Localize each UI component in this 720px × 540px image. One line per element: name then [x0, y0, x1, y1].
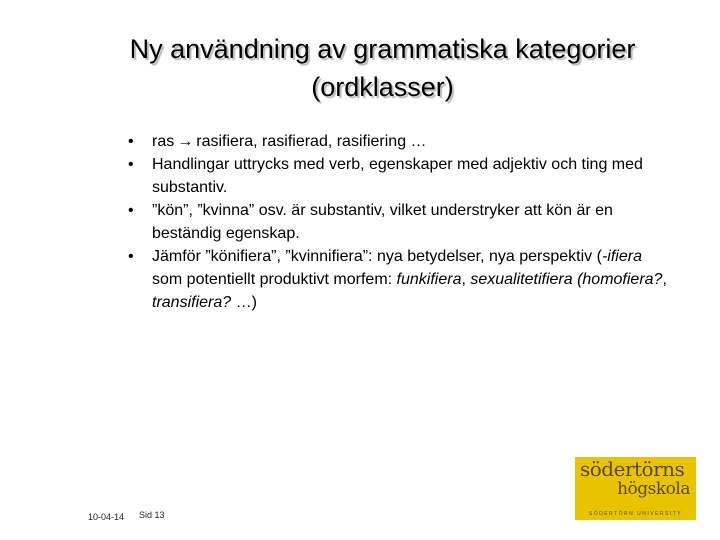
- logo-text-line2: högskola: [617, 479, 690, 499]
- footer-date: 10-04-14: [88, 512, 125, 522]
- slide-title: [60, 30, 705, 106]
- bullet-italic-part: -ifiera: [601, 248, 642, 265]
- bullet-text-a: ras: [152, 133, 175, 150]
- bullet-item: [128, 245, 668, 314]
- bullet-item: [128, 130, 668, 153]
- slide-title-line1: Ny användning av grammatiska kategorier: [129, 34, 636, 64]
- bullet-italic-part: transifiera?: [152, 294, 232, 311]
- bullet-text-part: …): [231, 294, 257, 311]
- footer-page-number: Sid 13: [139, 510, 165, 520]
- bullet-text-part: ,: [461, 271, 471, 288]
- bullet-text: ”kön”, ”kvinna” osv. är substantiv, vilket understryker att kön är en beständig egenskap.: [152, 202, 613, 242]
- bullet-item: [128, 153, 668, 199]
- bullet-icon: •: [128, 156, 134, 173]
- arrow-right-icon: →: [177, 133, 194, 150]
- bullet-item: [128, 199, 668, 245]
- bullet-icon: •: [128, 248, 134, 265]
- slide-title-line2: (ordklasser): [311, 72, 454, 102]
- bullet-icon: •: [128, 133, 134, 150]
- bullet-list: [128, 130, 668, 314]
- bullet-text-b: rasifiera, rasifierad, rasifiering …: [196, 133, 427, 150]
- bullet-italic-part: sexualitetifiera (homofiera?: [470, 271, 663, 288]
- logo-text-line1: södertörns: [580, 457, 685, 481]
- bullet-text-part: som potentiellt produktivt morfem:: [152, 271, 397, 288]
- logo-text-line3: SÖDERTÖRN UNIVERSITY: [588, 511, 683, 517]
- bullet-text-part: ,: [662, 271, 667, 288]
- bullet-icon: •: [128, 202, 134, 219]
- bullet-text-part: Jämför ”könifiera”, ”kvinnifiera”: nya betydelser, nya perspektiv (: [152, 248, 602, 265]
- university-logo: [575, 457, 696, 520]
- bullet-text: Handlingar uttrycks med verb, egenskaper med adjektiv och ting med substantiv.: [152, 156, 643, 196]
- bullet-italic-part: funkifiera: [396, 271, 462, 288]
